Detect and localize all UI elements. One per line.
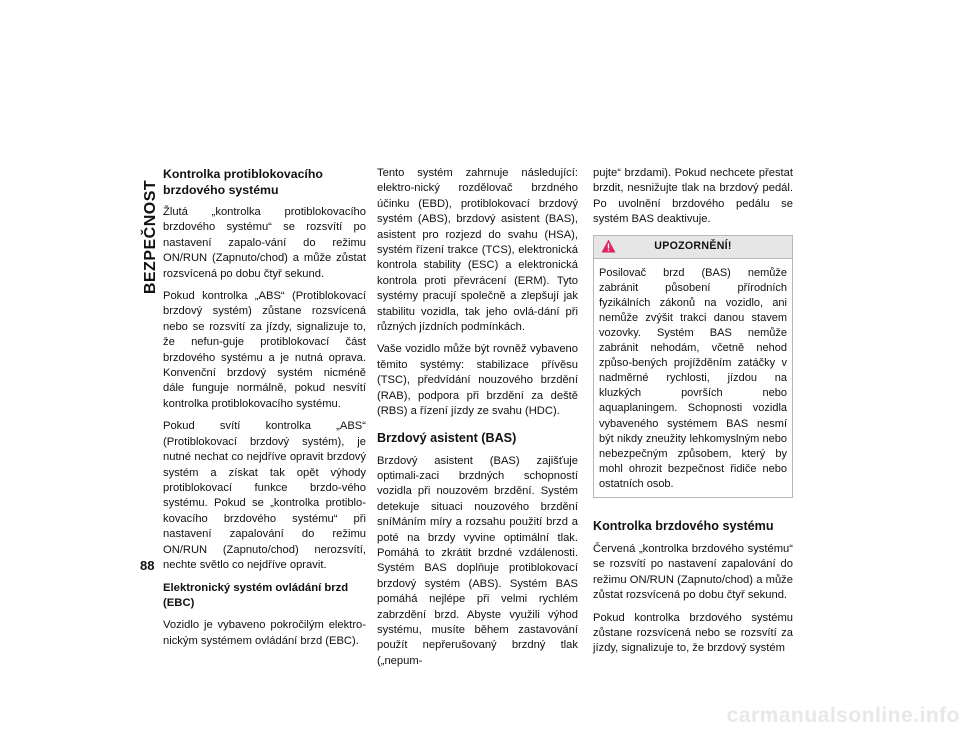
heading-brake-warning-light: Kontrolka brzdového systému — [593, 519, 774, 534]
paragraph: Pokud kontrolka brzdového systému zůstane rozsvícená nebo se rozsvítí za jízdy, signalizuje to, že brzdový systém — [593, 611, 793, 655]
warning-body — [594, 258, 792, 497]
page-number: 88 — [140, 558, 155, 573]
warning-text: Posilovač brzd (BAS) nemůže zabránit působení přírodních fyzikálních zákonů na vozidlo, ani nemůže zvýšit trakci danou stavem vozovky. Systém BAS nemůže zabránit nehodám, včetně nehod způso-bených projížděním zatáčky v nadměrné rychlosti, jízdou na kluzkých površích nebo aquaplaningem. Schopnosti vozidla vybaveného systémem BAS nesmí být nikdy zneužity lehkomyslným nebo nebezpečným způsobem, který by mohl ohrozit bezpečnost řidiče nebo ostatních osob. — [599, 266, 787, 490]
watermark: carmanualsonline.info — [726, 704, 960, 727]
section-side-label — [136, 179, 166, 295]
paragraph: Pokud svítí kontrolka „ABS“ (Protiblokovací brzdový systém), je nutné nechat co nejdříve opravit brzdový systém a získat tak opět výhody protiblokovací funkce brzdo-vého systému. Pokud se „kontrolka protiblo-kovacího brzdového systému“ při nastavení zapalování do režimu ON/RUN (Zapnuto/chod) nerozsvítí, nechte světlo co nejdříve opravit. — [163, 420, 366, 571]
heading-abs-warning-light: Kontrolka protiblokovacího brzdového systému — [163, 167, 323, 197]
heading-ebc: Elektronický systém ovládání brzd (EBC) — [163, 582, 349, 610]
warning-box — [593, 235, 793, 498]
paragraph: Pokud kontrolka „ABS“ (Protiblokovací brzdový systém) zůstane rozsvícená nebo se rozsvítí za jízdy, signalizuje to, že nefun-guje protiblokovací část brzdového systému a je nutná oprava. Konvenční brzdový systém nicméně dále funguje normálně, pokud nesvítí kontrolka protiblokovacího systému. — [163, 290, 366, 410]
paragraph: pujte“ brzdami). Pokud nechcete přestat brzdit, nesnižujte tlak na brzdový pedál. Po uvolnění brzdového pedálu se systém BAS deaktivuje. — [593, 167, 793, 226]
heading-bas: Brzdový asistent (BAS) — [377, 430, 517, 445]
column-3 — [593, 166, 793, 664]
warning-header — [594, 236, 792, 258]
paragraph: Červená „kontrolka brzdového systému“ se rozsvítí po nastavení zapalování do režimu ON/RUN (Zapnuto/chod) a může zůstat rozsvícená po dobu čtyř sekund. — [593, 543, 793, 602]
warning-title: UPOZORNĚNÍ! — [654, 239, 732, 252]
column-1 — [163, 166, 366, 656]
warning-triangle-icon — [601, 239, 616, 253]
section-label-text: BEZPEČNOST — [142, 179, 159, 295]
paragraph: Tento systém zahrnuje následující: elektro-nický rozdělovač brzdného účinku (EBD), protiblokovací brzdový systém (ABS), brzdový asistent (BAS), asistent pro rozjezd do svahu (HSA), systém řízení trakce (TCS), elektronická kontrola stability (ESC) a elektronická kontrola proti převrácení (ERM). Tyto systémy pracují společně a zlepšují jak stabilitu vozidla, tak jeho ovlá-dání při různých jízdních podmínkách. — [377, 167, 578, 334]
paragraph: Brzdový asistent (BAS) zajišťuje optimali-zaci brzdných schopností vozidla při nouzovém brzdění. Systém detekuje situaci nouzového brzdění sníMáním míry a rozsahu použití brzd a poté na brzdy vyvine optimální tlak. Pomáhá to zkrátit brzdné vzdálenosti. Systém BAS doplňuje protiblokovací brzdový systém (ABS). Systém BAS pomáhá nejlépe při velmi rychlém zabrzdění brzd. Abyste využili výhod systému, musíte během zastavování použít nepřerušovaný brzdný tlak („nepum- — [377, 454, 578, 667]
paragraph: Vaše vozidlo může být rovněž vybaveno těmito systémy: stabilizace přívěsu (TSC), předvídání nouzového brzdění (RAB), podpora při brzdění za deště (RBS) a řízení jízdy ze svahu (HDC). — [377, 343, 578, 418]
paragraph: Žlutá „kontrolka protiblokovacího brzdového systému“ se rozsvítí po nastavení zapalo-vání do režimu ON/RUN (Zapnuto/chod) a může zůstat rozsvícená po dobu čtyř sekund. — [163, 206, 366, 280]
column-2 — [377, 166, 578, 676]
paragraph: Vozidlo je vybaveno pokročilým elektro-nickým systémem ovládání brzd (EBC). — [163, 619, 366, 647]
